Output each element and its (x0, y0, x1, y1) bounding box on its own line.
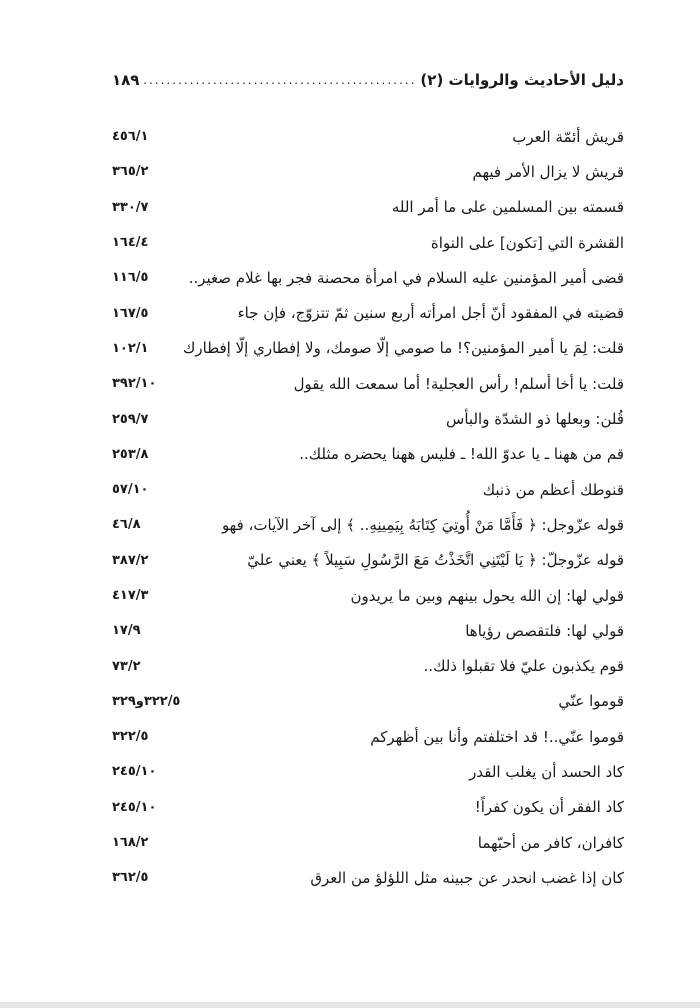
index-entry (112, 790, 624, 825)
index-entry (112, 754, 624, 789)
entry-reference: ١٦٧/٥ (112, 305, 149, 321)
entry-text: كافران، كافر من أحبّهما (477, 833, 624, 852)
index-entries (112, 119, 624, 896)
entry-reference: ٣٣٠/٧ (112, 199, 149, 215)
entry-reference: ٤٥٦/١ (112, 129, 149, 145)
index-entry (112, 119, 624, 154)
running-header (112, 68, 624, 92)
entry-text: قوم يكذبون عليّ فلا تقبلوا ذلك.. (423, 657, 624, 676)
entry-text: قلت: لِمَ يا أمير المؤمنين؟! ما صومي إلّا صومك، ولا إفطاري إلّا إفطارك (183, 339, 624, 358)
entry-text: كاد الحسد أن يغلب القدر (469, 762, 624, 781)
entry-text: قُلن: وبعلها ذو الشدّة والبأس (446, 410, 624, 429)
entry-text: قوموا عنّي (558, 692, 624, 711)
index-entry (112, 260, 624, 295)
index-entry (112, 825, 624, 860)
entry-reference: ١٧/٩ (112, 623, 141, 639)
index-entry (112, 472, 624, 507)
entry-reference: ٧٣/٢ (112, 658, 141, 674)
index-entry (112, 543, 624, 578)
entry-reference: ٣٢٩و٣٢٢/٥ (112, 693, 181, 709)
entry-text: كاد الفقر أن يكون كفراً! (474, 798, 624, 817)
entry-reference: ٣٦٥/٢ (112, 164, 149, 180)
index-entry (112, 613, 624, 648)
index-entry (112, 507, 624, 542)
entry-text: قوله عزّوجل: ﴿ فَأَمَّا مَنْ أُوتِيَ كِتَابَهُ بِيَمِينِهِ.. ﴾ إلى آخر الآيات، فهو (221, 515, 624, 534)
entry-text: قريش لا يزال الأمر فيهم (472, 162, 624, 181)
leader-dots (143, 73, 416, 87)
entry-text: القشرة التي [تكون] على النواة (430, 233, 624, 252)
index-entry (112, 578, 624, 613)
index-entry (112, 295, 624, 330)
entry-reference: ٤١٧/٣ (112, 588, 149, 603)
entry-reference: ٣٢٢/٥ (112, 729, 149, 745)
entry-reference: ٢٤٥/١٠ (112, 799, 157, 815)
index-entry (112, 860, 624, 895)
book-title: دليل الأحاديث والروايات (٢) (420, 71, 624, 89)
index-entry (112, 225, 624, 260)
entry-reference: ٢٥٣/٨ (112, 446, 149, 462)
index-entry (112, 648, 624, 683)
entry-reference: ٢٥٩/٧ (112, 411, 149, 427)
index-entry (112, 401, 624, 436)
entry-text: قولي لها: فلتقصص رؤياها (465, 621, 624, 640)
entry-reference: ١٠٢/١ (112, 340, 149, 356)
entry-text: قوموا عنّي..! قد اختلفتم وأنا بين أظهركم (370, 727, 624, 746)
entry-text: قنوطك أعظم من ذنبك (482, 480, 624, 499)
entry-reference: ١١٦/٥ (112, 270, 149, 286)
entry-reference: ٣٨٧/٢ (112, 552, 149, 568)
entry-reference: ٢٤٥/١٠ (112, 764, 157, 780)
page-number: ١٨٩ (112, 71, 140, 89)
entry-text: قسمته بين المسلمين على ما أمر الله (391, 198, 624, 217)
entry-text: قولي لها: إن الله يحول بينهم وبين ما يريدون (350, 586, 624, 605)
index-entry (112, 719, 624, 754)
entry-text: قم من ههنا ـ يا عدوّ الله! ـ فليس ههنا يحضره مثلك.. (299, 445, 624, 464)
entry-text: كان إذا غضب انحدر عن جبينه مثل اللؤلؤ من العرق (310, 868, 624, 887)
entry-reference: ١٦٤/٤ (112, 235, 149, 251)
entry-reference: ١٦٨/٢ (112, 835, 149, 851)
entry-text: قضيته في المفقود أنّ أجل امرأته أربع سنين ثمّ تتزوّج، فإن جاء (237, 304, 624, 323)
index-entry (112, 190, 624, 225)
index-entry (112, 366, 624, 401)
entry-text: قوله عزّوجلّ: ﴿ يَا لَيْتَنِي اتَّخَذْتُ مَعَ الرَّسُولِ سَبِيلاً ﴾ يعني عليّ (247, 551, 624, 570)
index-entry (112, 437, 624, 472)
entry-reference: ٤٦/٨ (112, 517, 141, 533)
entry-text: قلت: يا أخا أسلم! رأس العجلية! أما سمعت الله يقول (293, 374, 624, 393)
page-edge (0, 1002, 700, 1008)
entry-text: قضى أمير المؤمنين عليه السلام في امرأة محصنة فجر بها غلام صغير.. (188, 268, 624, 287)
entry-reference: ٣٩٢/١٠ (112, 376, 157, 392)
entry-reference: ٥٧/١٠ (112, 482, 149, 498)
index-entry (112, 684, 624, 719)
entry-text: قريش أئمّة العرب (512, 127, 624, 146)
index-entry (112, 331, 624, 366)
entry-reference: ٣٦٢/٥ (112, 870, 149, 886)
index-entry (112, 154, 624, 189)
